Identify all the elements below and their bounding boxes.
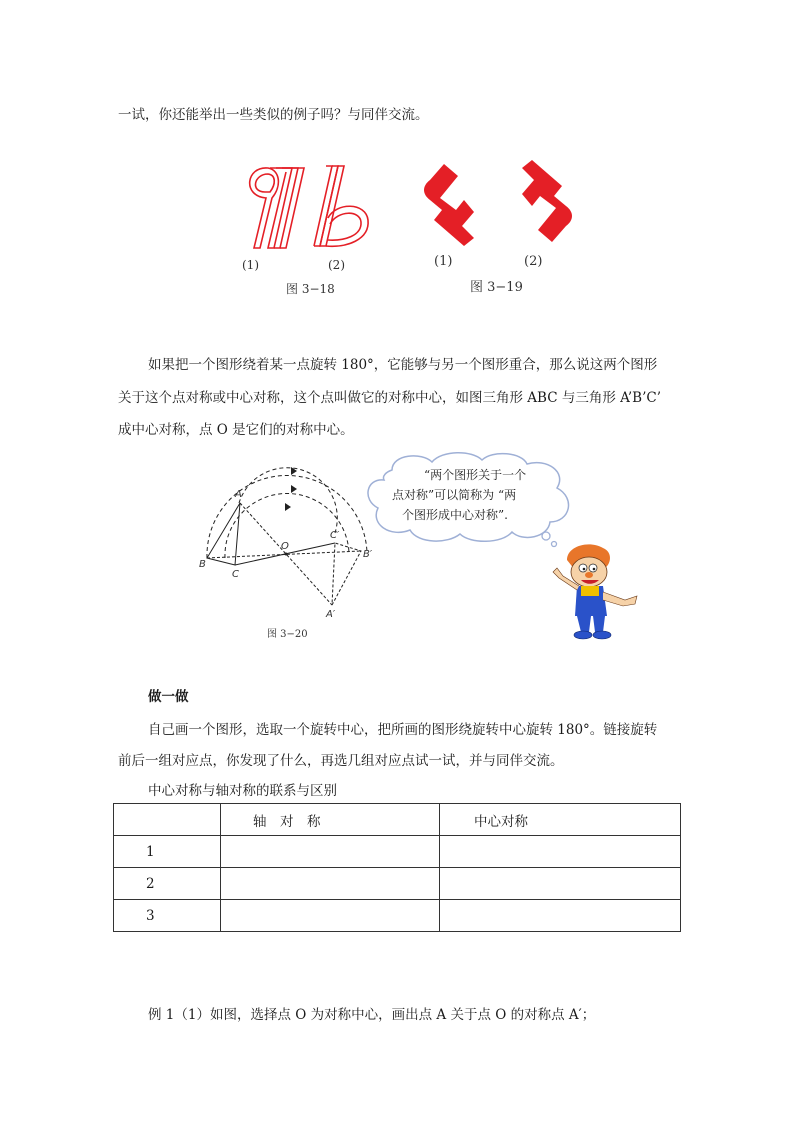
fig18-label-2: (2) — [328, 258, 345, 272]
fig19-caption: 图 3−19 — [470, 280, 523, 295]
row-index: 1 — [114, 836, 221, 868]
header-cell-axial: 轴 对 称 — [221, 804, 440, 836]
figure-3-19 — [412, 158, 587, 298]
label-A: A — [235, 489, 242, 500]
table-title: 中心对称与轴对称的联系与区别 — [148, 783, 337, 799]
definition-line-3: 成中心对称，点 O 是它们的对称中心。 — [118, 422, 354, 438]
table-row — [114, 900, 681, 932]
figure-3-20-diagram — [195, 455, 380, 625]
row-cell-central[interactable] — [440, 900, 681, 932]
row-cell-central[interactable] — [440, 836, 681, 868]
definition-line-1: 如果把一个图形绕着某一点旋转 180°，它能够与另一个图形重合，那么说这两个图形 — [148, 357, 658, 373]
label-A-prime: A′ — [326, 609, 336, 620]
figure-3-18 — [230, 162, 390, 297]
header-cell-index — [114, 804, 221, 836]
fig19-label-2: (2) — [524, 254, 543, 269]
figure-3-20 — [195, 455, 380, 645]
activity-line-2: 前后一组对应点，你发现了什么，再选几组对应点试一试，并与同伴交流。 — [118, 753, 564, 769]
fig20-caption: 图 3−20 — [267, 629, 308, 640]
label-B: B — [199, 559, 206, 570]
speech-bubble — [362, 450, 582, 550]
activity-line-1: 自己画一个图形，选取一个旋转中心，把所画的图形绕旋转中心旋转 180°。链接旋转 — [148, 722, 658, 738]
row-cell-axial[interactable] — [221, 900, 440, 932]
bubble-line-1: “两个图形关于一个 — [424, 468, 527, 482]
table-row — [114, 868, 681, 900]
bubble-line-2: 点对称”可以简称为 “两 — [392, 488, 517, 502]
bubble-line-3: 个图形成中心对称”. — [402, 508, 508, 522]
row-cell-central[interactable] — [440, 868, 681, 900]
activity-heading: 做一做 — [148, 689, 189, 705]
label-O: O — [281, 541, 289, 552]
fig18-label-1: (1) — [242, 258, 259, 272]
label-C: C — [232, 569, 239, 580]
cartoon-character-icon — [545, 538, 645, 643]
comparison-table — [113, 803, 681, 932]
row-cell-axial[interactable] — [221, 868, 440, 900]
row-index: 3 — [114, 900, 221, 932]
label-B-prime: B′ — [363, 549, 373, 560]
row-index: 2 — [114, 868, 221, 900]
fig19-label-1: (1) — [434, 254, 453, 269]
fig18-caption: 图 3−18 — [286, 282, 335, 296]
table-header-row — [114, 804, 681, 836]
figure-3-18-digits — [230, 162, 390, 252]
table-row — [114, 836, 681, 868]
header-cell-central: 中心对称 — [440, 804, 681, 836]
row-cell-axial[interactable] — [221, 836, 440, 868]
label-C-prime: C′ — [330, 530, 340, 541]
figure-3-19-shapes — [412, 158, 587, 248]
example-line-1: 例 1（1）如图，选择点 O 为对称中心，画出点 A 关于点 O 的对称点 A′； — [148, 1007, 596, 1023]
intro-text: 一试，你还能举出一些类似的例子吗？与同伴交流。 — [118, 107, 429, 123]
definition-line-2: 关于这个点对称或中心对称，这个点叫做它的对称中心，如图三角形 ABC 与三角形 A’B’C’ — [118, 390, 662, 406]
